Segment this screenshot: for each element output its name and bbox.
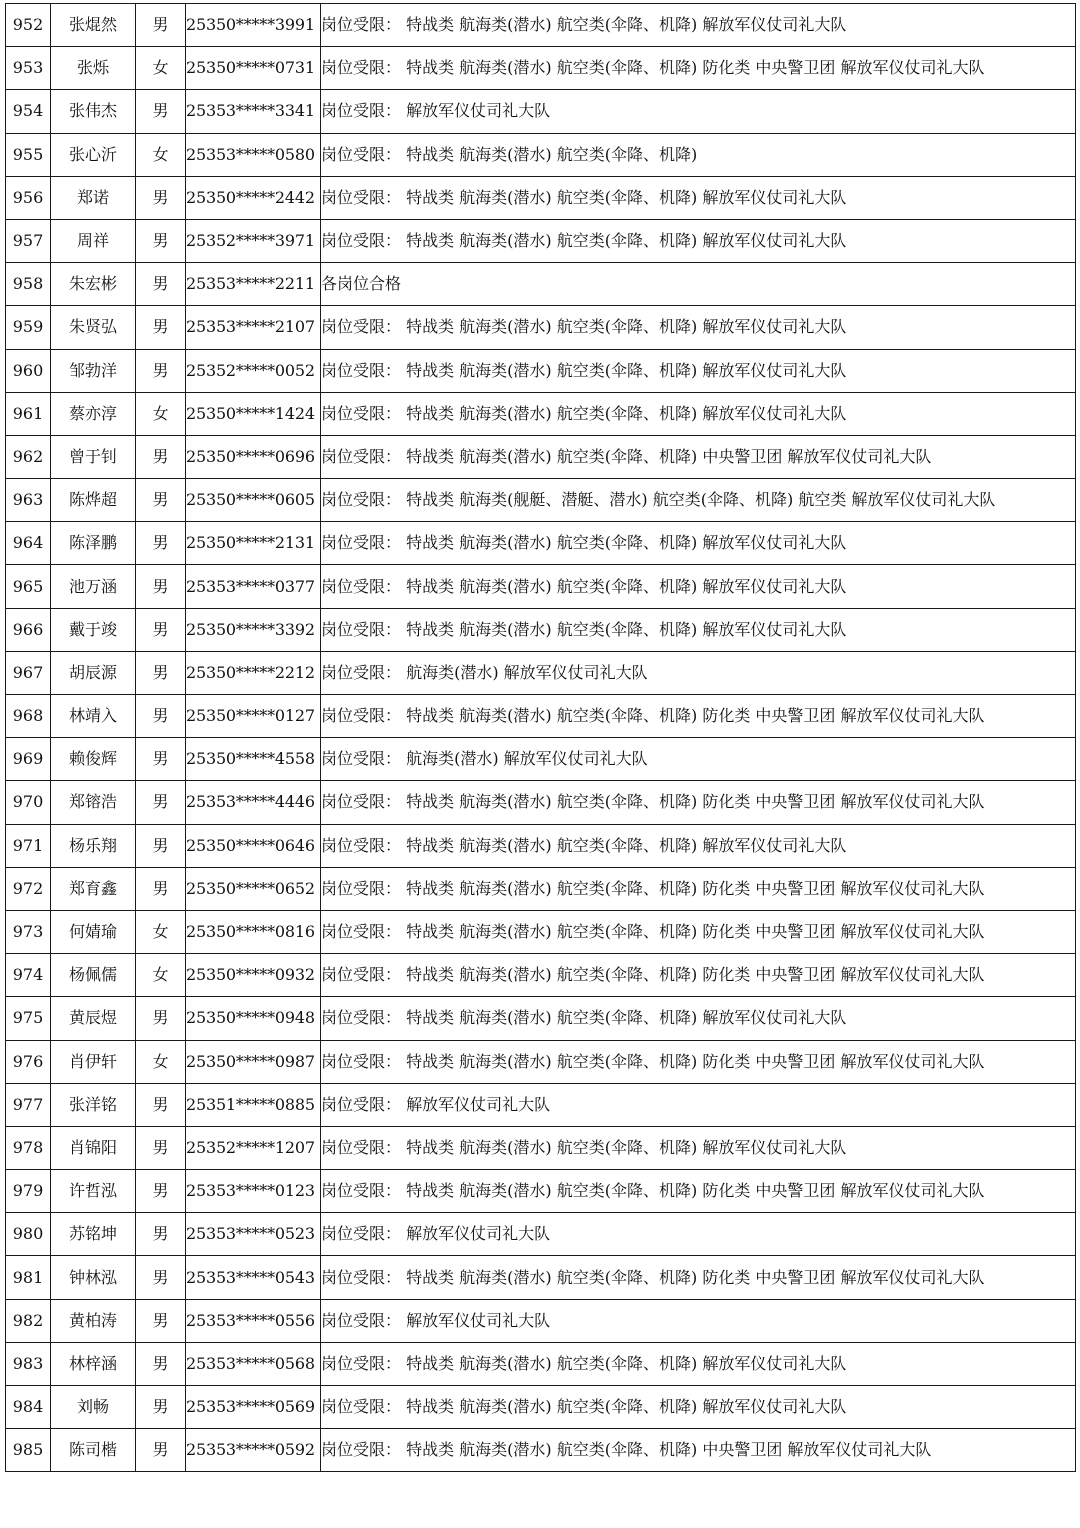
post-restriction-note: 岗位受限： 航海类(潜水) 解放军仪仗司礼大队 bbox=[321, 738, 1076, 781]
post-restriction-note: 岗位受限： 特战类 航海类(潜水) 航空类(伞降、机降) 解放军仪仗司礼大队 bbox=[321, 176, 1076, 219]
table-row bbox=[6, 263, 1076, 306]
table-row bbox=[6, 1170, 1076, 1213]
row-number: 971 bbox=[6, 824, 51, 867]
candidate-id-number: 25350*****0932 bbox=[186, 954, 321, 997]
candidate-name: 陈泽鹏 bbox=[51, 522, 136, 565]
candidate-gender: 女 bbox=[136, 392, 186, 435]
post-restriction-note: 岗位受限： 特战类 航海类(潜水) 航空类(伞降、机降) 防化类 中央警卫团 解放军仪仗司礼大队 bbox=[321, 1256, 1076, 1299]
candidate-gender: 男 bbox=[136, 435, 186, 478]
row-number: 985 bbox=[6, 1429, 51, 1472]
table-row bbox=[6, 1342, 1076, 1385]
row-number: 981 bbox=[6, 1256, 51, 1299]
table-row bbox=[6, 4, 1076, 47]
candidate-gender: 男 bbox=[136, 824, 186, 867]
candidate-name: 陈司楷 bbox=[51, 1429, 136, 1472]
candidate-gender: 男 bbox=[136, 997, 186, 1040]
candidate-name: 黄辰煜 bbox=[51, 997, 136, 1040]
table-row bbox=[6, 1040, 1076, 1083]
candidate-gender: 男 bbox=[136, 4, 186, 47]
candidate-id-number: 25350*****0948 bbox=[186, 997, 321, 1040]
post-restriction-note: 岗位受限： 特战类 航海类(潜水) 航空类(伞降、机降) 解放军仪仗司礼大队 bbox=[321, 1386, 1076, 1429]
candidate-gender: 女 bbox=[136, 910, 186, 953]
candidate-id-number: 25350*****2212 bbox=[186, 651, 321, 694]
post-restriction-note: 岗位受限： 特战类 航海类(潜水) 航空类(伞降、机降) 中央警卫团 解放军仪仗司礼大队 bbox=[321, 435, 1076, 478]
row-number: 954 bbox=[6, 90, 51, 133]
candidate-id-number: 25353*****0123 bbox=[186, 1170, 321, 1213]
post-restriction-note: 岗位受限： 特战类 航海类(潜水) 航空类(伞降、机降) 解放军仪仗司礼大队 bbox=[321, 824, 1076, 867]
candidate-name: 张伟杰 bbox=[51, 90, 136, 133]
post-restriction-note: 岗位受限： 特战类 航海类(潜水) 航空类(伞降、机降) 防化类 中央警卫团 解放军仪仗司礼大队 bbox=[321, 954, 1076, 997]
post-restriction-note: 各岗位合格 bbox=[321, 263, 1076, 306]
candidate-gender: 男 bbox=[136, 695, 186, 738]
row-number: 974 bbox=[6, 954, 51, 997]
candidate-gender: 男 bbox=[136, 1213, 186, 1256]
post-restriction-note: 岗位受限： 特战类 航海类(潜水) 航空类(伞降、机降) 解放军仪仗司礼大队 bbox=[321, 608, 1076, 651]
candidate-name: 肖伊轩 bbox=[51, 1040, 136, 1083]
table-row bbox=[6, 349, 1076, 392]
table-row bbox=[6, 954, 1076, 997]
candidate-id-number: 25353*****4446 bbox=[186, 781, 321, 824]
post-restriction-note: 岗位受限： 特战类 航海类(潜水) 航空类(伞降、机降) 防化类 中央警卫团 解放军仪仗司礼大队 bbox=[321, 47, 1076, 90]
table-row bbox=[6, 47, 1076, 90]
candidate-name: 许哲泓 bbox=[51, 1170, 136, 1213]
candidate-id-number: 25353*****0523 bbox=[186, 1213, 321, 1256]
row-number: 955 bbox=[6, 133, 51, 176]
candidate-id-number: 25353*****0569 bbox=[186, 1386, 321, 1429]
candidate-name: 陈烨超 bbox=[51, 479, 136, 522]
candidate-id-number: 25350*****0816 bbox=[186, 910, 321, 953]
candidate-gender: 女 bbox=[136, 954, 186, 997]
table-row bbox=[6, 695, 1076, 738]
post-restriction-note: 岗位受限： 特战类 航海类(潜水) 航空类(伞降、机降) 解放军仪仗司礼大队 bbox=[321, 565, 1076, 608]
candidate-id-number: 25350*****1424 bbox=[186, 392, 321, 435]
row-number: 975 bbox=[6, 997, 51, 1040]
candidate-id-number: 25350*****0652 bbox=[186, 867, 321, 910]
table-row bbox=[6, 392, 1076, 435]
post-restriction-note: 岗位受限： 特战类 航海类(潜水) 航空类(伞降、机降) 防化类 中央警卫团 解放军仪仗司礼大队 bbox=[321, 781, 1076, 824]
candidate-name: 林梓涵 bbox=[51, 1342, 136, 1385]
candidate-gender: 女 bbox=[136, 47, 186, 90]
candidate-gender: 男 bbox=[136, 479, 186, 522]
post-restriction-note: 岗位受限： 航海类(潜水) 解放军仪仗司礼大队 bbox=[321, 651, 1076, 694]
post-restriction-note: 岗位受限： 特战类 航海类(潜水) 航空类(伞降、机降) 解放军仪仗司礼大队 bbox=[321, 219, 1076, 262]
row-number: 956 bbox=[6, 176, 51, 219]
row-number: 984 bbox=[6, 1386, 51, 1429]
roster-body bbox=[6, 4, 1076, 1472]
table-row bbox=[6, 910, 1076, 953]
candidate-name: 赖俊辉 bbox=[51, 738, 136, 781]
candidate-name: 周祥 bbox=[51, 219, 136, 262]
post-restriction-note: 岗位受限： 特战类 航海类(潜水) 航空类(伞降、机降) 防化类 中央警卫团 解放军仪仗司礼大队 bbox=[321, 867, 1076, 910]
candidate-id-number: 25350*****0127 bbox=[186, 695, 321, 738]
candidate-id-number: 25352*****3971 bbox=[186, 219, 321, 262]
row-number: 970 bbox=[6, 781, 51, 824]
row-number: 965 bbox=[6, 565, 51, 608]
candidate-name: 池万涵 bbox=[51, 565, 136, 608]
row-number: 953 bbox=[6, 47, 51, 90]
candidate-name: 苏铭坤 bbox=[51, 1213, 136, 1256]
table-row bbox=[6, 1429, 1076, 1472]
candidate-gender: 男 bbox=[136, 176, 186, 219]
post-restriction-note: 岗位受限： 解放军仪仗司礼大队 bbox=[321, 1213, 1076, 1256]
candidate-id-number: 25352*****0052 bbox=[186, 349, 321, 392]
table-row bbox=[6, 90, 1076, 133]
row-number: 977 bbox=[6, 1083, 51, 1126]
post-restriction-note: 岗位受限： 特战类 航海类(潜水) 航空类(伞降、机降) 防化类 中央警卫团 解放军仪仗司礼大队 bbox=[321, 910, 1076, 953]
row-number: 952 bbox=[6, 4, 51, 47]
post-restriction-note: 岗位受限： 特战类 航海类(潜水) 航空类(伞降、机降) 解放军仪仗司礼大队 bbox=[321, 522, 1076, 565]
candidate-gender: 男 bbox=[136, 1299, 186, 1342]
table-row bbox=[6, 608, 1076, 651]
candidate-id-number: 25353*****0543 bbox=[186, 1256, 321, 1299]
table-row bbox=[6, 133, 1076, 176]
row-number: 960 bbox=[6, 349, 51, 392]
post-restriction-note: 岗位受限： 特战类 航海类(潜水) 航空类(伞降、机降) 中央警卫团 解放军仪仗司礼大队 bbox=[321, 1429, 1076, 1472]
candidate-id-number: 25353*****0592 bbox=[186, 1429, 321, 1472]
candidate-gender: 男 bbox=[136, 306, 186, 349]
candidate-gender: 女 bbox=[136, 1040, 186, 1083]
candidate-id-number: 25350*****0987 bbox=[186, 1040, 321, 1083]
table-row bbox=[6, 306, 1076, 349]
row-number: 972 bbox=[6, 867, 51, 910]
candidate-gender: 男 bbox=[136, 1170, 186, 1213]
candidate-gender: 男 bbox=[136, 1429, 186, 1472]
post-restriction-note: 岗位受限： 特战类 航海类(潜水) 航空类(伞降、机降) 解放军仪仗司礼大队 bbox=[321, 392, 1076, 435]
row-number: 964 bbox=[6, 522, 51, 565]
candidate-gender: 男 bbox=[136, 651, 186, 694]
candidate-name: 何婧瑜 bbox=[51, 910, 136, 953]
candidate-name: 刘畅 bbox=[51, 1386, 136, 1429]
candidate-name: 张焜然 bbox=[51, 4, 136, 47]
candidate-id-number: 25353*****0377 bbox=[186, 565, 321, 608]
candidate-gender: 男 bbox=[136, 349, 186, 392]
candidate-name: 郑育鑫 bbox=[51, 867, 136, 910]
post-restriction-note: 岗位受限： 解放军仪仗司礼大队 bbox=[321, 1299, 1076, 1342]
table-row bbox=[6, 176, 1076, 219]
candidate-id-number: 25353*****0568 bbox=[186, 1342, 321, 1385]
row-number: 957 bbox=[6, 219, 51, 262]
table-row bbox=[6, 435, 1076, 478]
candidate-id-number: 25350*****0605 bbox=[186, 479, 321, 522]
table-row bbox=[6, 781, 1076, 824]
post-restriction-note: 岗位受限： 特战类 航海类(潜水) 航空类(伞降、机降) 解放军仪仗司礼大队 bbox=[321, 1126, 1076, 1169]
candidate-name: 戴于竣 bbox=[51, 608, 136, 651]
row-number: 980 bbox=[6, 1213, 51, 1256]
candidate-gender: 男 bbox=[136, 1386, 186, 1429]
candidate-name: 张烁 bbox=[51, 47, 136, 90]
candidate-gender: 男 bbox=[136, 1083, 186, 1126]
post-restriction-note: 岗位受限： 特战类 航海类(潜水) 航空类(伞降、机降) 防化类 中央警卫团 解放军仪仗司礼大队 bbox=[321, 1170, 1076, 1213]
candidate-id-number: 25353*****0556 bbox=[186, 1299, 321, 1342]
candidate-gender: 男 bbox=[136, 781, 186, 824]
post-restriction-note: 岗位受限： 特战类 航海类(潜水) 航空类(伞降、机降) 解放军仪仗司礼大队 bbox=[321, 349, 1076, 392]
candidate-id-number: 25353*****2107 bbox=[186, 306, 321, 349]
row-number: 978 bbox=[6, 1126, 51, 1169]
row-number: 966 bbox=[6, 608, 51, 651]
row-number: 968 bbox=[6, 695, 51, 738]
candidate-name: 郑诺 bbox=[51, 176, 136, 219]
post-restriction-note: 岗位受限： 特战类 航海类(潜水) 航空类(伞降、机降) 解放军仪仗司礼大队 bbox=[321, 4, 1076, 47]
candidate-name: 张洋铭 bbox=[51, 1083, 136, 1126]
candidate-gender: 男 bbox=[136, 219, 186, 262]
post-restriction-note: 岗位受限： 特战类 航海类(潜水) 航空类(伞降、机降) 防化类 中央警卫团 解放军仪仗司礼大队 bbox=[321, 695, 1076, 738]
candidate-id-number: 25350*****0646 bbox=[186, 824, 321, 867]
candidate-id-number: 25353*****0580 bbox=[186, 133, 321, 176]
candidate-name: 杨佩儒 bbox=[51, 954, 136, 997]
post-restriction-note: 岗位受限： 特战类 航海类(潜水) 航空类(伞降、机降) bbox=[321, 133, 1076, 176]
row-number: 967 bbox=[6, 651, 51, 694]
candidate-gender: 男 bbox=[136, 1342, 186, 1385]
candidate-name: 朱贤弘 bbox=[51, 306, 136, 349]
table-row bbox=[6, 997, 1076, 1040]
table-row bbox=[6, 824, 1076, 867]
post-restriction-note: 岗位受限： 解放军仪仗司礼大队 bbox=[321, 90, 1076, 133]
candidate-id-number: 25352*****1207 bbox=[186, 1126, 321, 1169]
table-row bbox=[6, 867, 1076, 910]
post-restriction-note: 岗位受限： 特战类 航海类(潜水) 航空类(伞降、机降) 防化类 中央警卫团 解放军仪仗司礼大队 bbox=[321, 1040, 1076, 1083]
candidate-id-number: 25350*****4558 bbox=[186, 738, 321, 781]
table-row bbox=[6, 1083, 1076, 1126]
post-restriction-note: 岗位受限： 特战类 航海类(潜水) 航空类(伞降、机降) 解放军仪仗司礼大队 bbox=[321, 997, 1076, 1040]
candidate-id-number: 25353*****2211 bbox=[186, 263, 321, 306]
row-number: 973 bbox=[6, 910, 51, 953]
row-number: 982 bbox=[6, 1299, 51, 1342]
candidate-name: 肖锦阳 bbox=[51, 1126, 136, 1169]
candidate-name: 杨乐翔 bbox=[51, 824, 136, 867]
post-restriction-note: 岗位受限： 特战类 航海类(潜水) 航空类(伞降、机降) 解放军仪仗司礼大队 bbox=[321, 1342, 1076, 1385]
row-number: 969 bbox=[6, 738, 51, 781]
table-row bbox=[6, 522, 1076, 565]
roster-table bbox=[5, 3, 1076, 1472]
candidate-gender: 男 bbox=[136, 90, 186, 133]
candidate-id-number: 25350*****2442 bbox=[186, 176, 321, 219]
table-row bbox=[6, 1299, 1076, 1342]
candidate-name: 林靖入 bbox=[51, 695, 136, 738]
candidate-name: 张心沂 bbox=[51, 133, 136, 176]
row-number: 976 bbox=[6, 1040, 51, 1083]
candidate-gender: 男 bbox=[136, 738, 186, 781]
post-restriction-note: 岗位受限： 解放军仪仗司礼大队 bbox=[321, 1083, 1076, 1126]
candidate-id-number: 25350*****0696 bbox=[186, 435, 321, 478]
candidate-name: 黄柏涛 bbox=[51, 1299, 136, 1342]
candidate-name: 蔡亦淳 bbox=[51, 392, 136, 435]
row-number: 979 bbox=[6, 1170, 51, 1213]
candidate-id-number: 25350*****3392 bbox=[186, 608, 321, 651]
candidate-gender: 男 bbox=[136, 1126, 186, 1169]
candidate-gender: 男 bbox=[136, 522, 186, 565]
table-row bbox=[6, 565, 1076, 608]
table-row bbox=[6, 738, 1076, 781]
table-row bbox=[6, 1386, 1076, 1429]
candidate-gender: 男 bbox=[136, 867, 186, 910]
row-number: 959 bbox=[6, 306, 51, 349]
row-number: 963 bbox=[6, 479, 51, 522]
candidate-gender: 男 bbox=[136, 565, 186, 608]
row-number: 958 bbox=[6, 263, 51, 306]
row-number: 961 bbox=[6, 392, 51, 435]
candidate-gender: 男 bbox=[136, 1256, 186, 1299]
candidate-id-number: 25350*****3991 bbox=[186, 4, 321, 47]
candidate-gender: 女 bbox=[136, 133, 186, 176]
candidate-name: 邹勃洋 bbox=[51, 349, 136, 392]
table-row bbox=[6, 651, 1076, 694]
candidate-id-number: 25350*****2131 bbox=[186, 522, 321, 565]
candidate-id-number: 25350*****0731 bbox=[186, 47, 321, 90]
table-row bbox=[6, 479, 1076, 522]
candidate-name: 郑镕浩 bbox=[51, 781, 136, 824]
table-row bbox=[6, 1213, 1076, 1256]
table-row bbox=[6, 219, 1076, 262]
table-row bbox=[6, 1126, 1076, 1169]
candidate-gender: 男 bbox=[136, 263, 186, 306]
post-restriction-note: 岗位受限： 特战类 航海类(潜水) 航空类(伞降、机降) 解放军仪仗司礼大队 bbox=[321, 306, 1076, 349]
candidate-name: 朱宏彬 bbox=[51, 263, 136, 306]
post-restriction-note: 岗位受限： 特战类 航海类(舰艇、潜艇、潜水) 航空类(伞降、机降) 航空类 解放军仪仗司礼大队 bbox=[321, 479, 1076, 522]
table-row bbox=[6, 1256, 1076, 1299]
candidate-name: 曾于钊 bbox=[51, 435, 136, 478]
candidate-id-number: 25353*****3341 bbox=[186, 90, 321, 133]
candidate-id-number: 25351*****0885 bbox=[186, 1083, 321, 1126]
row-number: 962 bbox=[6, 435, 51, 478]
candidate-name: 钟林泓 bbox=[51, 1256, 136, 1299]
candidate-name: 胡辰源 bbox=[51, 651, 136, 694]
candidate-gender: 男 bbox=[136, 608, 186, 651]
row-number: 983 bbox=[6, 1342, 51, 1385]
